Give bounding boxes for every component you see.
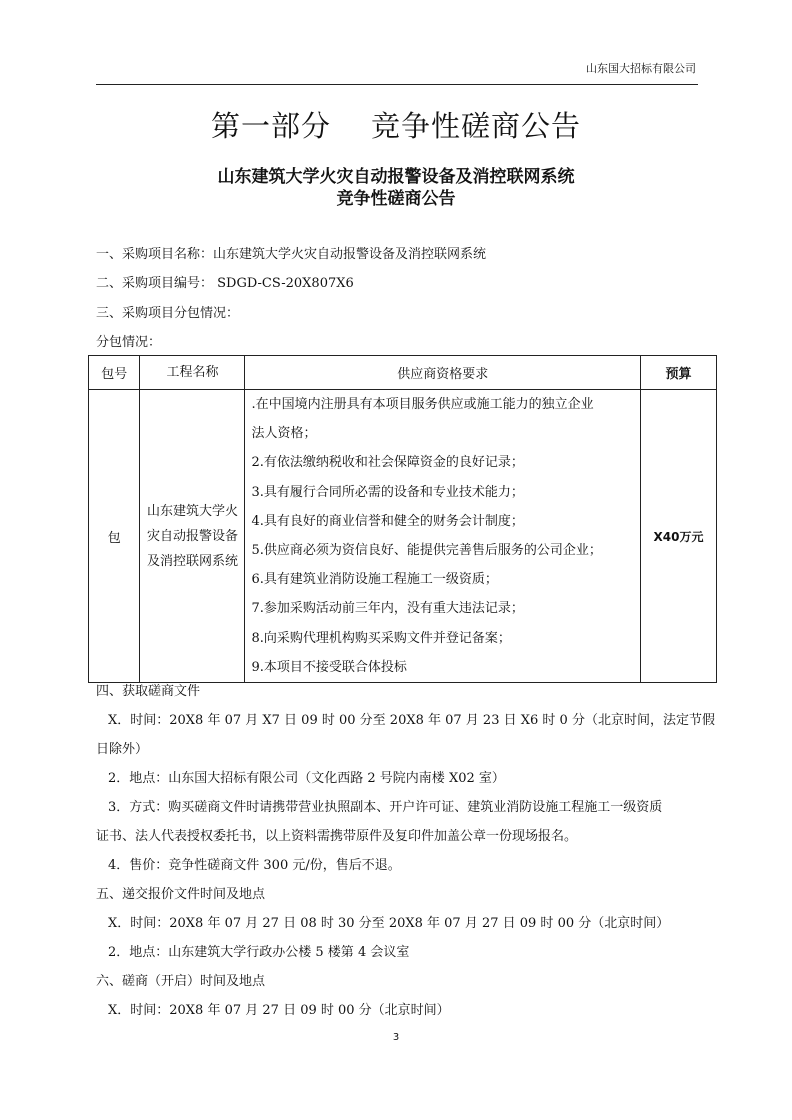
project-name-line: 一、采购项目名称：山东建筑大学火灾自动报警设备及消控联网系统 bbox=[96, 247, 487, 262]
section5-place: 2．地点：山东建筑大学行政办公楼 5 楼第 4 会议室 bbox=[108, 945, 410, 960]
requirement-item: 7.参加采购活动前三年内，没有重大违法记录； bbox=[251, 601, 524, 617]
requirement-item: 2.有依法缴纳税收和社会保障资金的良好记录； bbox=[251, 455, 524, 471]
section5-heading: 五、递交报价文件时间及地点 bbox=[96, 887, 266, 902]
section6-time: X．时间：20X8 年 07 月 27 日 09 时 00 分（北京时间） bbox=[108, 1003, 450, 1018]
section4-time-line-1: X．时间：20X8 年 07 月 X7 日 09 时 00 分至 20X8 年 07 月 23 日 X6 时 0 分（北京时间，法定节假 bbox=[108, 713, 715, 728]
requirement-item: 6.具有建筑业消防设施工程施工一级资质； bbox=[251, 572, 498, 588]
section5-time: X．时间：20X8 年 07 月 27 日 08 时 30 分至 20X8 年 07 月 27 日 09 时 00 分（北京时间） bbox=[108, 916, 670, 931]
budget-cell: X40万元 bbox=[641, 390, 717, 683]
table-row bbox=[89, 390, 717, 683]
section4-method-line-2: 证书、法人代表授权委托书，以上资料需携带原件及复印件加盖公章一份现场报名。 bbox=[96, 829, 578, 844]
section4-heading: 四、获取磋商文件 bbox=[96, 684, 201, 699]
page-title bbox=[0, 104, 792, 145]
requirement-item: 8.向采购代理机构购买采购文件并登记备案； bbox=[251, 630, 511, 646]
packages-subheading: 分包情况： bbox=[96, 335, 162, 350]
project-name-cell bbox=[140, 390, 245, 683]
section4-method-line-1: 3．方式：购买磋商文件时请携带营业执照副本、开户许可证、建筑业消防设施工程施工一级资质 bbox=[108, 800, 663, 815]
package-number-cell: 包 bbox=[89, 390, 140, 683]
table-header-cell: 包号 bbox=[89, 356, 140, 390]
page-number: 3 bbox=[392, 1032, 400, 1043]
section4-place: 2．地点：山东国大招标有限公司（文化西路 2 号院内南楼 X02 室） bbox=[108, 771, 505, 786]
requirement-item: 4.具有良好的商业信誉和健全的财务会计制度； bbox=[251, 513, 524, 529]
requirement-item: 3.具有履行合同所必需的设备和专业技术能力； bbox=[251, 484, 524, 500]
project-name-line: 灾自动报警设备 bbox=[146, 528, 238, 544]
subtitle-line-2: 竞争性磋商公告 bbox=[336, 189, 456, 209]
project-number-line: 二、采购项目编号： SDGD-CS-20X807X6 bbox=[96, 276, 354, 291]
requirements-cell bbox=[245, 390, 641, 683]
subtitle-line-1: 山东建筑大学火灾自动报警设备及消控联网系统 bbox=[217, 167, 575, 187]
requirement-item: .在中国境内注册具有本项目服务供应或施工能力的独立企业 bbox=[251, 397, 594, 412]
title-part: 第一部分 bbox=[210, 109, 331, 143]
requirement-item: 5.供应商必须为资信良好、能提供完善售后服务的公司企业； bbox=[251, 543, 602, 559]
table-header-cell: 工程名称 bbox=[140, 356, 245, 390]
header-divider bbox=[96, 84, 698, 85]
table-header-cell: 供应商资格要求 bbox=[245, 356, 641, 390]
title-name: 竞争性磋商公告 bbox=[371, 109, 582, 143]
section4-price: 4．售价：竞争性磋商文件 300 元/份，售后不退。 bbox=[108, 858, 401, 873]
section4-time-line-2: 日除外） bbox=[96, 742, 149, 757]
table-header-cell: 预算 bbox=[641, 356, 717, 390]
requirement-item: 9.本项目不接受联合体投标 bbox=[251, 659, 407, 675]
table-header-row bbox=[89, 356, 717, 390]
header-company: 山东国大招标有限公司 bbox=[586, 62, 696, 75]
project-name-line: 及消控联网系统 bbox=[146, 553, 238, 569]
package-table bbox=[88, 355, 717, 683]
section6-heading: 六、磋商（开启）时间及地点 bbox=[96, 974, 266, 989]
project-name-line: 山东建筑大学火 bbox=[146, 503, 238, 519]
packages-heading: 三、采购项目分包情况： bbox=[96, 306, 240, 321]
requirement-item: 法人资格； bbox=[251, 426, 317, 442]
